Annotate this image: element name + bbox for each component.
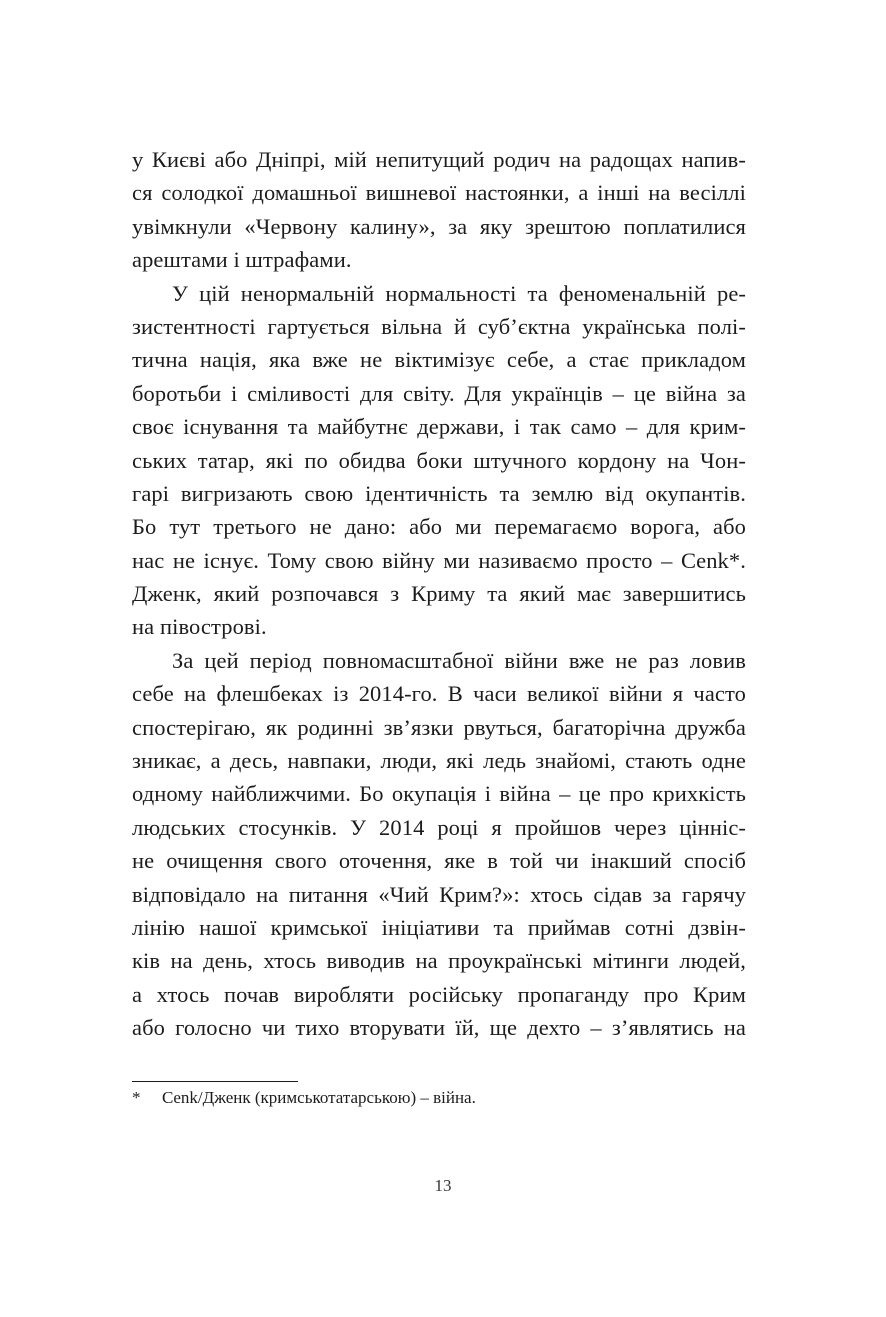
- text-line: зистентності гартується вільна й суб’єктна українська полі-: [132, 313, 746, 339]
- text-line: своє існування та майбутнє держави, і так само – для крим-: [132, 414, 746, 440]
- text-line: Дженк, який розпочався з Криму та який має завершитись: [132, 581, 746, 607]
- text-line: ків на день, хтось виводив на проукраїнські мітинги людей,: [132, 948, 746, 974]
- footnote-divider: [132, 1081, 298, 1082]
- page-number: 13: [434, 1176, 452, 1195]
- text-line: лінію нашої кримської ініціативи та приймав сотні дзвін-: [132, 914, 746, 940]
- text-line: За цей період повномасштабної війни вже не раз ловив: [172, 647, 746, 673]
- text-line: тична нація, яка вже не віктимізує себе, а стає прикладом: [132, 347, 746, 373]
- text-line: на півострові.: [132, 614, 267, 640]
- text-line: У цій ненормальній нормальності та феноменальній ре-: [172, 280, 746, 306]
- text-line: нас не існує. Тому свою війну ми називаємо просто – Cenk*.: [132, 547, 746, 573]
- text-line: людських стосунків. У 2014 році я пройшов через цінніс-: [132, 814, 746, 840]
- text-line: арештами і штрафами.: [132, 247, 352, 273]
- text-line: не очищення свого оточення, яке в той чи інакший спосіб: [132, 848, 746, 874]
- text-line: у Києві або Дніпрі, мій непитущий родич на радощах напив-: [132, 147, 746, 172]
- footnote-text: Cenk/Дженк (кримськотатарською) – війна.: [162, 1088, 476, 1107]
- footnote: [132, 1086, 476, 1110]
- text-line: спостерігаю, як родинні зв’язки рвуться, багаторічна дружба: [132, 714, 746, 740]
- text-line: гарі вигризають свою ідентичність та землю від окупантів.: [132, 480, 746, 506]
- text-line: ся солодкої домашньої вишневої настоянки, а інші на весіллі: [132, 180, 746, 206]
- text-line: а хтось почав виробляти російську пропаганду про Крим: [132, 981, 746, 1007]
- text-line: себе на флешбеках із 2014-го. В часи великої війни я часто: [132, 681, 746, 707]
- text-line: відповідало на питання «Чий Крим?»: хтось сідав за гарячу: [132, 881, 746, 907]
- footnote-mark: *: [132, 1088, 141, 1107]
- text-line: або голосно чи тихо вторувати їй, ще дехто – з’являтись на: [132, 1015, 746, 1041]
- text-line: ських татар, які по обидва боки штучного кордону на Чон-: [132, 447, 746, 473]
- text-line: зникає, а десь, навпаки, люди, які ледь знайомі, стають одне: [132, 748, 746, 774]
- text-line: Бо тут третього не дано: або ми перемагаємо ворога, або: [132, 514, 746, 540]
- text-line: боротьби і сміливості для світу. Для українців – це війна за: [132, 380, 746, 406]
- text-line: увімкнули «Червону калину», за яку зрештою поплатилися: [132, 213, 746, 239]
- text-line: одному найближчими. Бо окупація і війна – це про крихкість: [132, 781, 746, 807]
- body-text: [132, 143, 746, 1045]
